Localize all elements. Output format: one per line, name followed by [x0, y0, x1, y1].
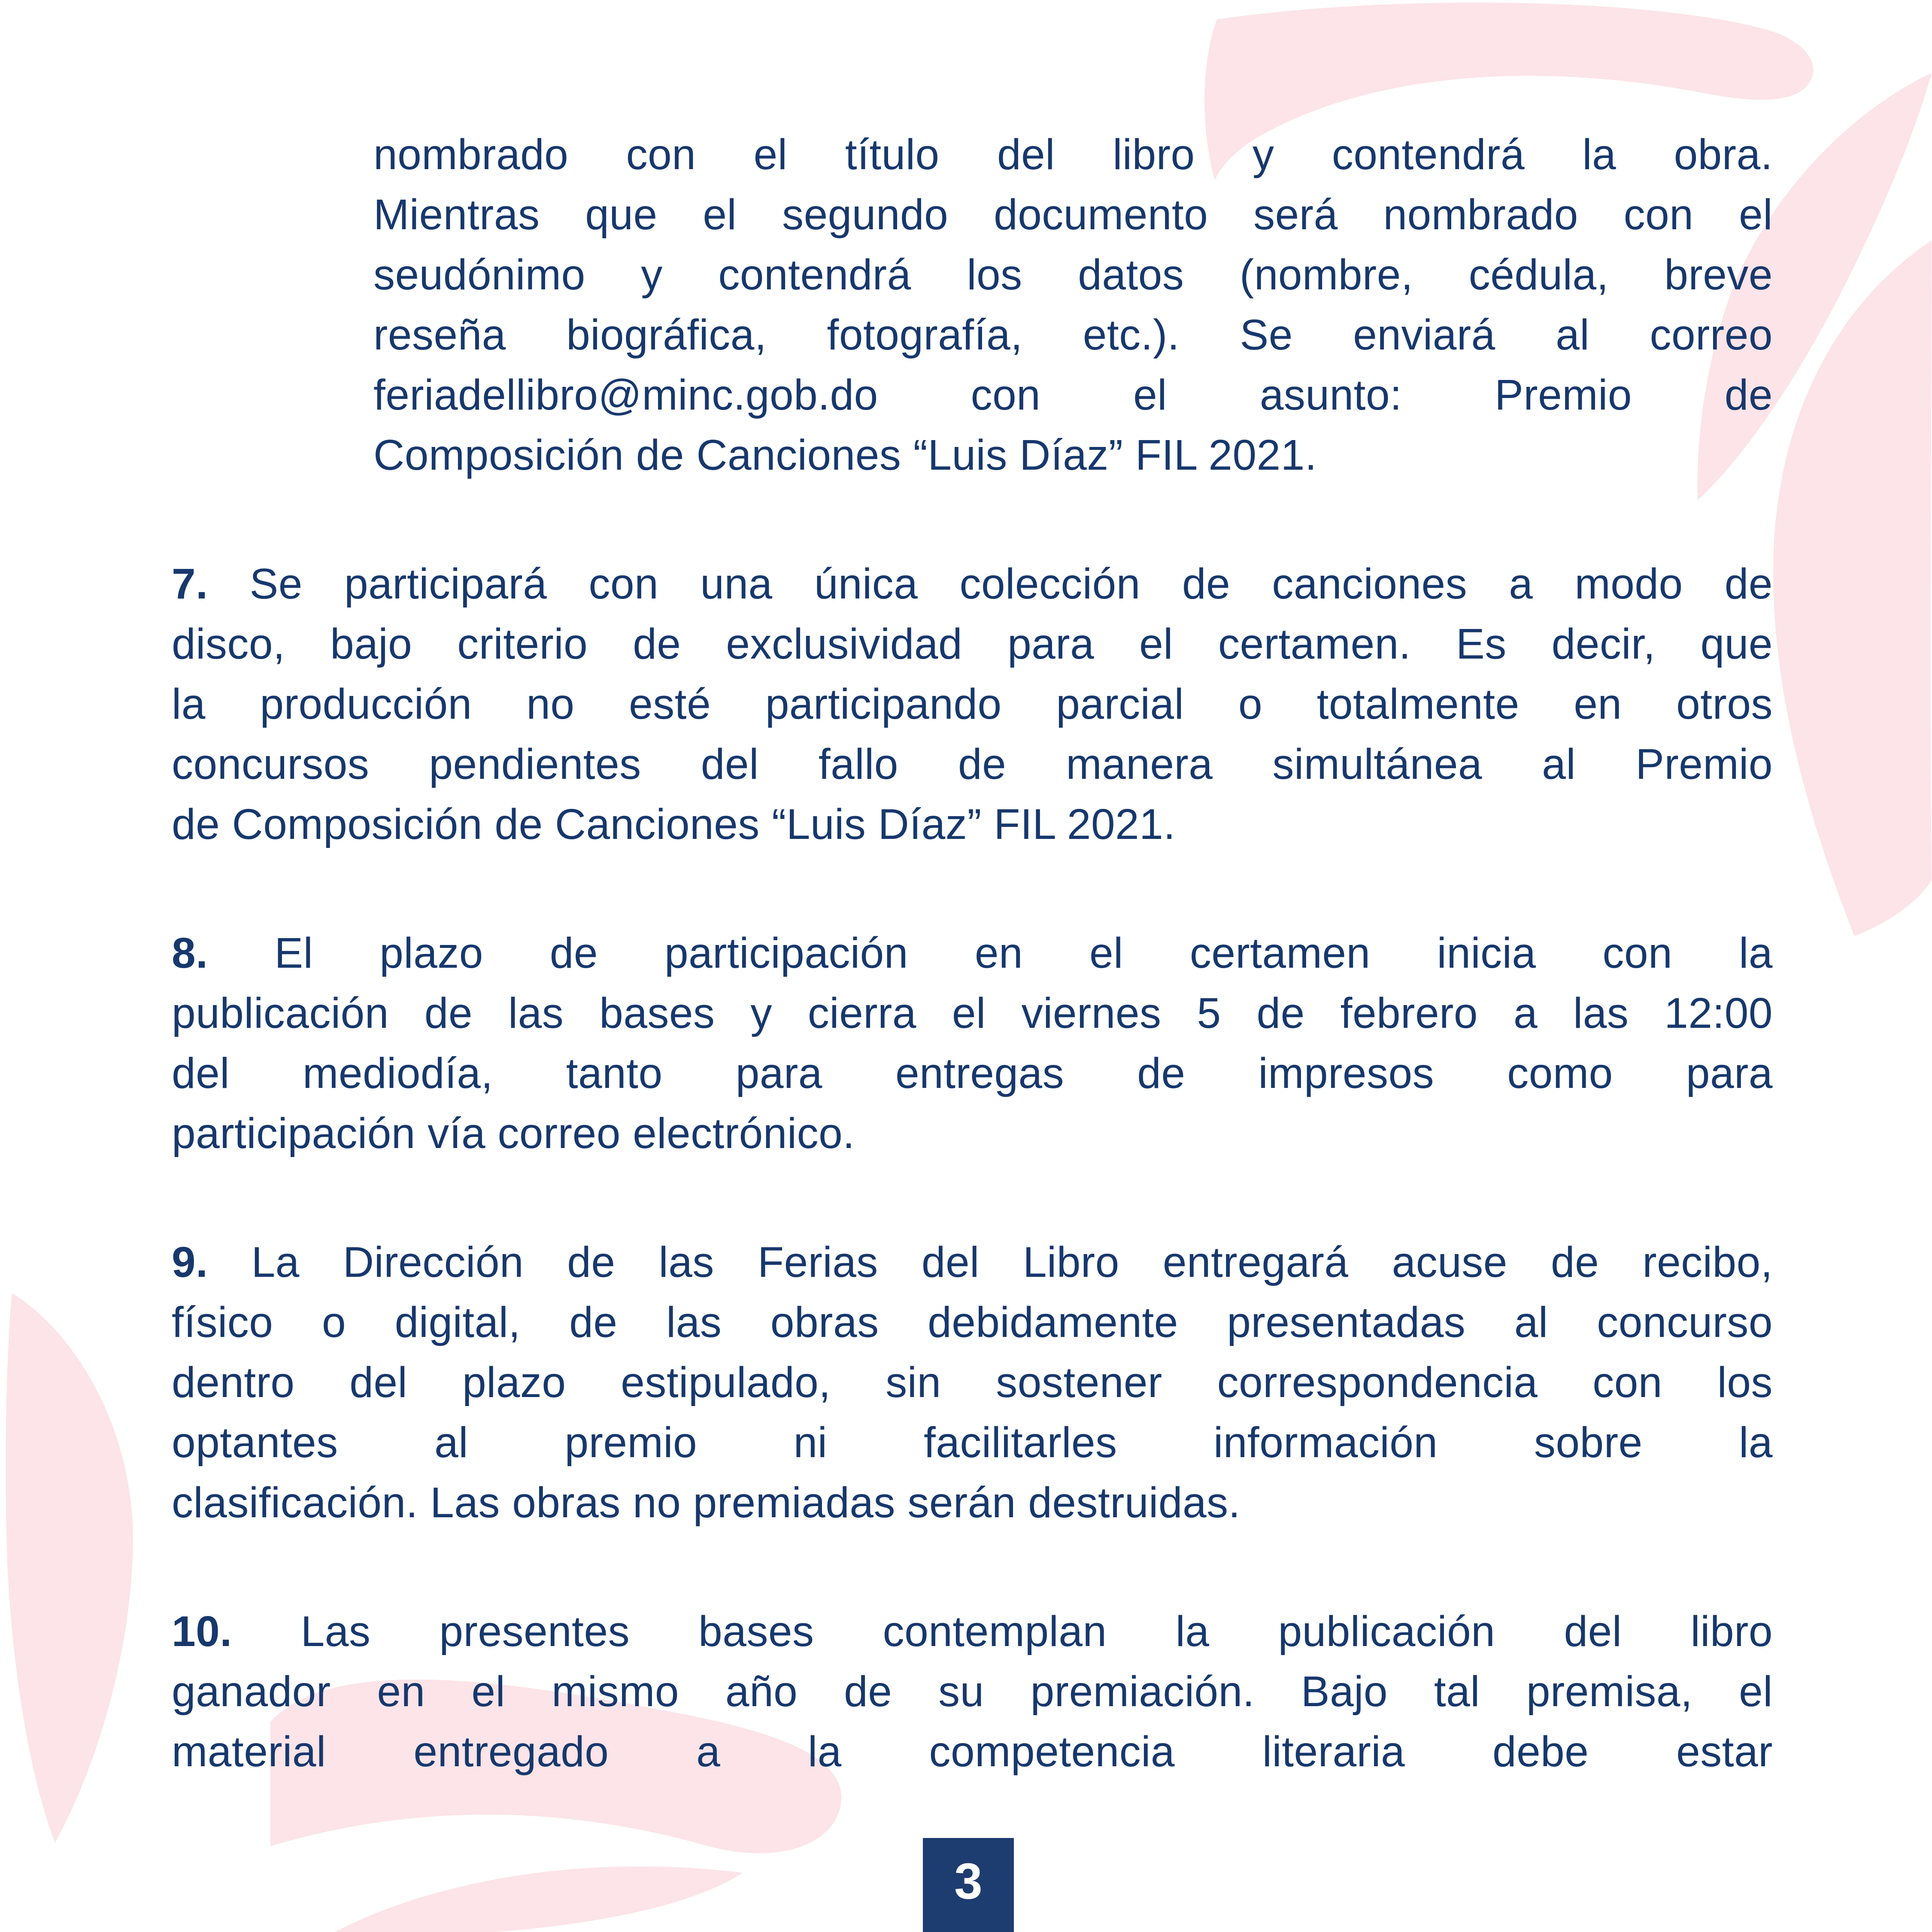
text-line — [172, 1292, 1773, 1352]
text-line — [172, 923, 1773, 983]
paragraph-9 — [172, 1232, 1773, 1533]
text-line — [172, 1232, 1773, 1292]
text-line — [172, 1662, 1773, 1722]
text-line — [172, 1473, 1773, 1533]
text-line — [373, 185, 1773, 245]
text-line — [373, 425, 1773, 485]
line-text: nombrado con el título del libro y contendrá la obra. — [373, 131, 1773, 179]
line-text: disco, bajo criterio de exclusividad para el certamen. Es decir, que — [172, 620, 1773, 668]
decorative-leaf-bottom-left — [6, 1293, 133, 1843]
line-text: Las presentes bases contemplan la publicación del libro — [232, 1607, 1773, 1656]
text-line — [172, 983, 1773, 1043]
item-number: 10. — [172, 1607, 232, 1656]
text-line — [172, 1413, 1773, 1473]
line-text: participación vía correo electrónico. — [172, 1109, 855, 1157]
line-text: La Dirección de las Ferias del Libro entregará acuse de recibo, — [208, 1238, 1773, 1286]
line-text: ganador en el mismo año de su premiación. Bajo tal premisa, el — [172, 1668, 1773, 1716]
text-line — [172, 734, 1773, 794]
line-text: concursos pendientes del fallo de manera simultánea al Premio — [172, 740, 1773, 788]
line-text: Se participará con una única colección de canciones a modo de — [208, 560, 1773, 608]
text-line — [172, 1722, 1773, 1782]
text-line — [172, 554, 1773, 614]
page-number-badge — [923, 1838, 1014, 1932]
text-line — [172, 1103, 1773, 1163]
paragraph-8 — [172, 923, 1773, 1163]
text-line — [172, 1352, 1773, 1413]
text-line — [373, 305, 1773, 365]
line-text: feriadellibro@minc.gob.do con el asunto: Premio de — [373, 371, 1773, 419]
paragraph-continuation — [172, 125, 1773, 485]
text-line — [172, 1601, 1773, 1662]
paragraph-10 — [172, 1601, 1773, 1782]
document-text-block — [172, 125, 1773, 1850]
decorative-wave-bottom-stripe — [335, 1866, 743, 1932]
paragraph-7 — [172, 554, 1773, 854]
text-line — [172, 794, 1773, 854]
line-text: físico o digital, de las obras debidamente presentadas al concurso — [172, 1298, 1773, 1346]
text-line — [172, 1043, 1773, 1103]
text-line — [373, 245, 1773, 305]
line-text: dentro del plazo estipulado, sin sostener correspondencia con los — [172, 1358, 1773, 1406]
line-text: reseña biográfica, fotografía, etc.). Se enviará al correo — [373, 311, 1773, 359]
line-text: la producción no esté participando parcial o totalmente en otros — [172, 680, 1773, 728]
line-text: material entregado a la competencia literaria debe estar — [172, 1728, 1773, 1776]
item-number: 7. — [172, 560, 208, 608]
text-line — [373, 125, 1773, 185]
page-number: 3 — [954, 1853, 983, 1910]
line-text: de Composición de Canciones “Luis Díaz” FIL 2021. — [172, 800, 1176, 848]
text-line — [373, 365, 1773, 425]
line-text: Mientras que el segundo documento será nombrado con el — [373, 191, 1773, 239]
line-text: El plazo de participación en el certamen inicia con la — [208, 929, 1773, 977]
item-number: 9. — [172, 1238, 208, 1286]
line-text: Composición de Canciones “Luis Díaz” FIL 2021. — [373, 431, 1317, 479]
line-text: publicación de las bases y cierra el viernes 5 de febrero a las 12:00 — [172, 989, 1773, 1037]
item-number: 8. — [172, 929, 208, 977]
line-text: clasificación. Las obras no premiadas serán destruidas. — [172, 1479, 1240, 1527]
line-text: optantes al premio ni facilitarles información sobre la — [172, 1419, 1773, 1467]
text-line — [172, 614, 1773, 674]
line-text: seudónimo y contendrá los datos (nombre, cédula, breve — [373, 251, 1773, 299]
line-text: del mediodía, tanto para entregas de impresos como para — [172, 1049, 1773, 1097]
text-line — [172, 674, 1773, 734]
